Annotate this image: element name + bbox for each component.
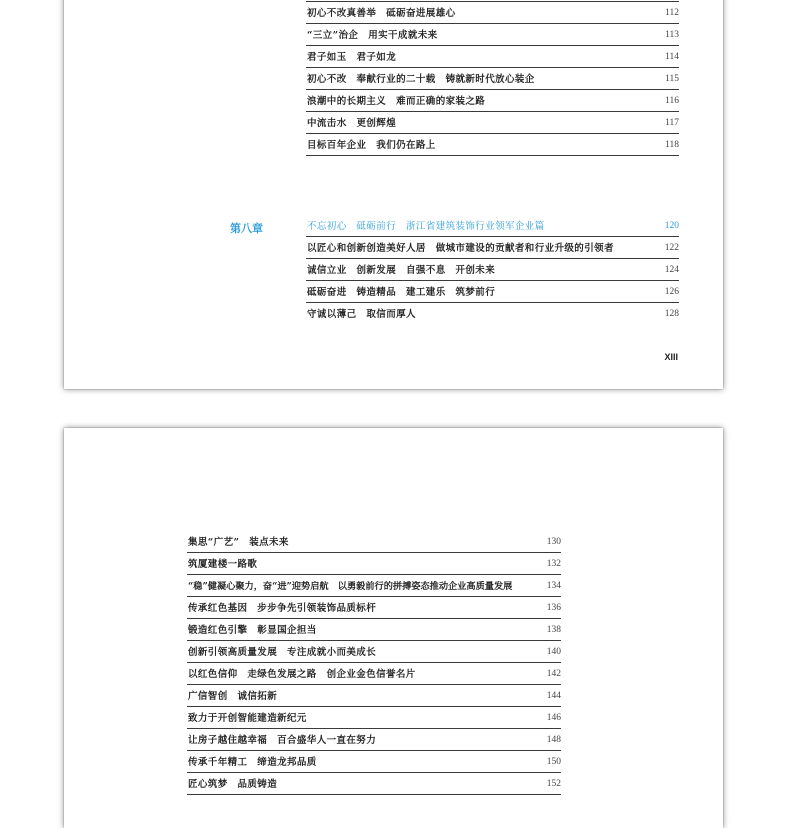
toc-entry-title: 以匠心和创新创造美好人居 做城市建设的贡献者和行业升级的引领者 <box>307 243 614 254</box>
toc-entry-page: 122 <box>664 243 679 253</box>
chapter-label: 第八章 <box>230 222 263 235</box>
toc-entry <box>187 685 561 707</box>
toc-entry <box>187 597 561 619</box>
toc-entry-title: 广信智创 诚信拓新 <box>188 691 278 702</box>
toc-entry <box>187 663 561 685</box>
toc-entry-page: 128 <box>664 309 679 319</box>
toc-entry-title: 筑厦建楼一路歌 <box>188 559 258 570</box>
toc-entry-page: 114 <box>665 52 679 62</box>
toc-entry-page: 120 <box>664 221 679 231</box>
page-number: XIII <box>664 352 678 362</box>
toc-entry-title: 锻造红色引擎 彰显国企担当 <box>188 625 317 636</box>
toc-entry <box>187 641 561 663</box>
toc-entry-title: 诚信立业 创新发展 自强不息 开创未来 <box>307 265 496 276</box>
toc-entry-page: 132 <box>546 559 561 569</box>
toc-entry-page: 117 <box>665 118 679 128</box>
toc-entry-page: 118 <box>665 140 679 150</box>
toc-entry-title: 让房子越住越幸福 百合盛华人一直在努力 <box>188 735 377 746</box>
toc-entry-page: 116 <box>665 96 679 106</box>
toc-entry-page: 115 <box>665 74 679 84</box>
toc-entry-title: 中流击水 更创辉煌 <box>307 118 397 129</box>
toc-entry <box>306 134 679 156</box>
book-page-lower <box>64 428 723 828</box>
toc-entry-title: 传承红色基因 步步争先引领装饰品质标杆 <box>188 603 377 614</box>
toc-entry-title: “三立”治企 用实干成就未来 <box>307 30 438 41</box>
toc-entry-title: 创新引领高质量发展 专注成就小而美成长 <box>188 647 377 658</box>
toc-entry-page: 142 <box>546 669 561 679</box>
toc-entry-title: 君子如玉 君子如龙 <box>307 52 397 63</box>
toc-entry-page: 146 <box>546 713 561 723</box>
toc-entry-page: 150 <box>546 757 561 767</box>
toc-entry-page: 112 <box>665 8 679 18</box>
toc-entry-title: 传承千年精工 缔造龙邦品质 <box>188 757 317 768</box>
toc-entry-page: 124 <box>664 265 679 275</box>
toc-entry-title: 致力于开创智能建造新纪元 <box>188 713 307 724</box>
toc-list-top <box>306 0 679 156</box>
toc-list <box>187 531 561 795</box>
toc-entry <box>187 553 561 575</box>
toc-entry <box>187 531 561 553</box>
toc-entry-page: 144 <box>546 691 561 701</box>
toc-entry <box>187 773 561 795</box>
toc-entry-title: 匠心筑梦 品质铸造 <box>188 779 278 790</box>
toc-list-chapter <box>306 215 679 325</box>
toc-entry-title: 以红色信仰 走绿色发展之路 创企业金色信誉名片 <box>188 669 416 680</box>
toc-entry-title: 初心不改 奉献行业的二十载 铸就新时代放心装企 <box>307 74 535 85</box>
toc-entry-page: 148 <box>546 735 561 745</box>
toc-entry <box>306 46 679 68</box>
toc-entry-title: 集思“广艺” 装点未来 <box>188 537 289 548</box>
toc-entry-title: 目标百年企业 我们仍在路上 <box>307 140 436 151</box>
toc-entry <box>306 303 679 325</box>
toc-entry <box>306 281 679 303</box>
toc-entry-page: 134 <box>546 581 561 591</box>
toc-entry <box>187 751 561 773</box>
toc-entry <box>306 259 679 281</box>
toc-entry-page: 113 <box>665 30 679 40</box>
toc-entry <box>306 68 679 90</box>
toc-entry-title: 初心不改真善举 砥砺奋进展雄心 <box>307 8 456 19</box>
toc-entry-page: 136 <box>546 603 561 613</box>
toc-entry <box>187 707 561 729</box>
toc-entry <box>187 619 561 641</box>
toc-entry-page: 130 <box>546 537 561 547</box>
toc-entry-title: 不忘初心 砥砺前行 浙江省建筑装饰行业领军企业篇 <box>307 221 545 232</box>
toc-entry-page: 138 <box>546 625 561 635</box>
toc-entry <box>187 575 561 597</box>
toc-entry-page: 152 <box>546 779 561 789</box>
toc-entry-title: “稳”健凝心聚力，奋“进”迎势启航 以勇毅前行的拼搏姿态推动企业高质量发展 <box>188 581 513 592</box>
toc-entry <box>306 90 679 112</box>
toc-entry-page: 126 <box>664 287 679 297</box>
toc-entry <box>306 2 679 24</box>
toc-entry-title: 守诚以薄己 取信而厚人 <box>307 309 416 320</box>
toc-entry <box>306 237 679 259</box>
toc-entry <box>306 112 679 134</box>
book-page-upper <box>64 0 723 389</box>
toc-entry-page: 140 <box>546 647 561 657</box>
toc-entry-title: 浪潮中的长期主义 难而正确的家装之路 <box>307 96 486 107</box>
toc-entry <box>306 24 679 46</box>
toc-entry <box>187 729 561 751</box>
toc-entry-chapter-heading <box>306 215 679 237</box>
toc-entry-title: 砥砺奋进 铸造精品 建工建乐 筑梦前行 <box>307 287 496 298</box>
